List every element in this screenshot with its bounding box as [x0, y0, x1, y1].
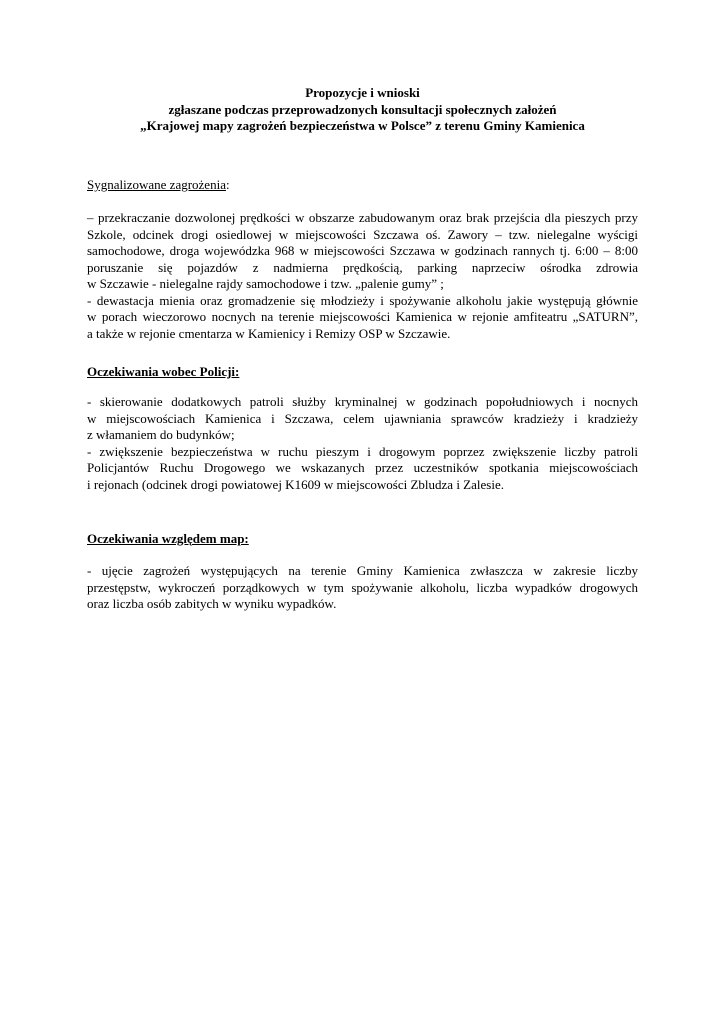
threats-heading	[87, 177, 230, 194]
maps-paragraph	[87, 563, 638, 613]
title-line-2: zgłaszane podczas przeprowadzonych konsultacji społecznych założeń	[168, 101, 557, 117]
paragraph-line: samochodowe, droga wojewódzka 968 w miejscowości Szczawa w godzinach rannych tj. 6:00 – 8:00	[87, 243, 638, 258]
paragraph-line: a także w rejonie cmentarza w Kamienicy i Remizy OSP w Szczawie.	[87, 325, 451, 341]
police-heading-text: Oczekiwania wobec Policji:	[87, 364, 240, 379]
paragraph-line: - dewastacja mienia oraz gromadzenie się młodzieży i spożywanie alkoholu jakie występują głównie	[87, 292, 638, 308]
threats-paragraph	[87, 210, 638, 342]
maps-heading	[87, 531, 249, 548]
paragraph-line: - skierowanie dodatkowych patroli służby kryminalnej w godzinach popołudniowych i nocnych	[87, 394, 638, 409]
paragraph-line: w Szczawie - nielegalne rajdy samochodowe i tzw. „palenie gumy” ;	[87, 276, 444, 291]
document-title	[60, 85, 665, 135]
paragraph-line: - zwiększenie bezpieczeństwa w ruchu pieszym i drogowym poprzez zwiększenie liczby patroli	[87, 443, 638, 459]
police-heading	[87, 364, 239, 381]
paragraph-line: w miejscowościach Kamienica i Szczawa, celem ujawniania sprawców kradzieży i kradzieży	[87, 410, 638, 426]
paragraph-line: poruszanie się pojazdów z nadmierna prędkością, parking naprzeciw ośrodka zdrowia	[87, 259, 638, 275]
threats-heading-text: Sygnalizowane zagrożenia	[87, 177, 226, 192]
paragraph-line: - ujęcie zagrożeń występujących na terenie Gminy Kamienica zwłaszcza w zakresie liczby	[87, 563, 638, 578]
paragraph-line: w porach wieczorowo nocnych na terenie miejscowości Kamienica w rejonie amfiteatru „SATURN”,	[87, 309, 638, 324]
paragraph-line: z włamaniem do budynków;	[87, 427, 235, 442]
title-line-3: „Krajowej mapy zagrożeń bezpieczeństwa w Polsce” z terenu Gminy Kamienica	[140, 118, 585, 133]
paragraph-line: przestępstw, wykroczeń porządkowych w tym spożywanie alkoholu, liczba wypadków drogowych	[87, 579, 638, 595]
threats-heading-colon: :	[225, 177, 230, 192]
paragraph-line: – przekraczanie dozwolonej prędkości w obszarze zabudowanym oraz brak przejścia dla pieszych przy	[87, 210, 638, 225]
maps-heading-text: Oczekiwania względem map:	[87, 531, 249, 546]
title-line-1: Propozycje i wnioski	[305, 85, 420, 100]
paragraph-line: Szkole, odcinek drogi osiedlowej w miejscowości Szczawa oś. Zawory – tzw. nielegalne wyścigi	[87, 226, 638, 242]
police-paragraph	[87, 394, 638, 493]
paragraph-line: i rejonach (odcinek drogi powiatowej K1609 w miejscowości Zbludza i Zalesie.	[87, 476, 504, 492]
paragraph-line: oraz liczba osób zabitych w wyniku wypadków.	[87, 596, 337, 611]
paragraph-line: Policjantów Ruchu Drogowego we wskazanych przez uczestników spotkania miejscowościach	[87, 460, 638, 475]
